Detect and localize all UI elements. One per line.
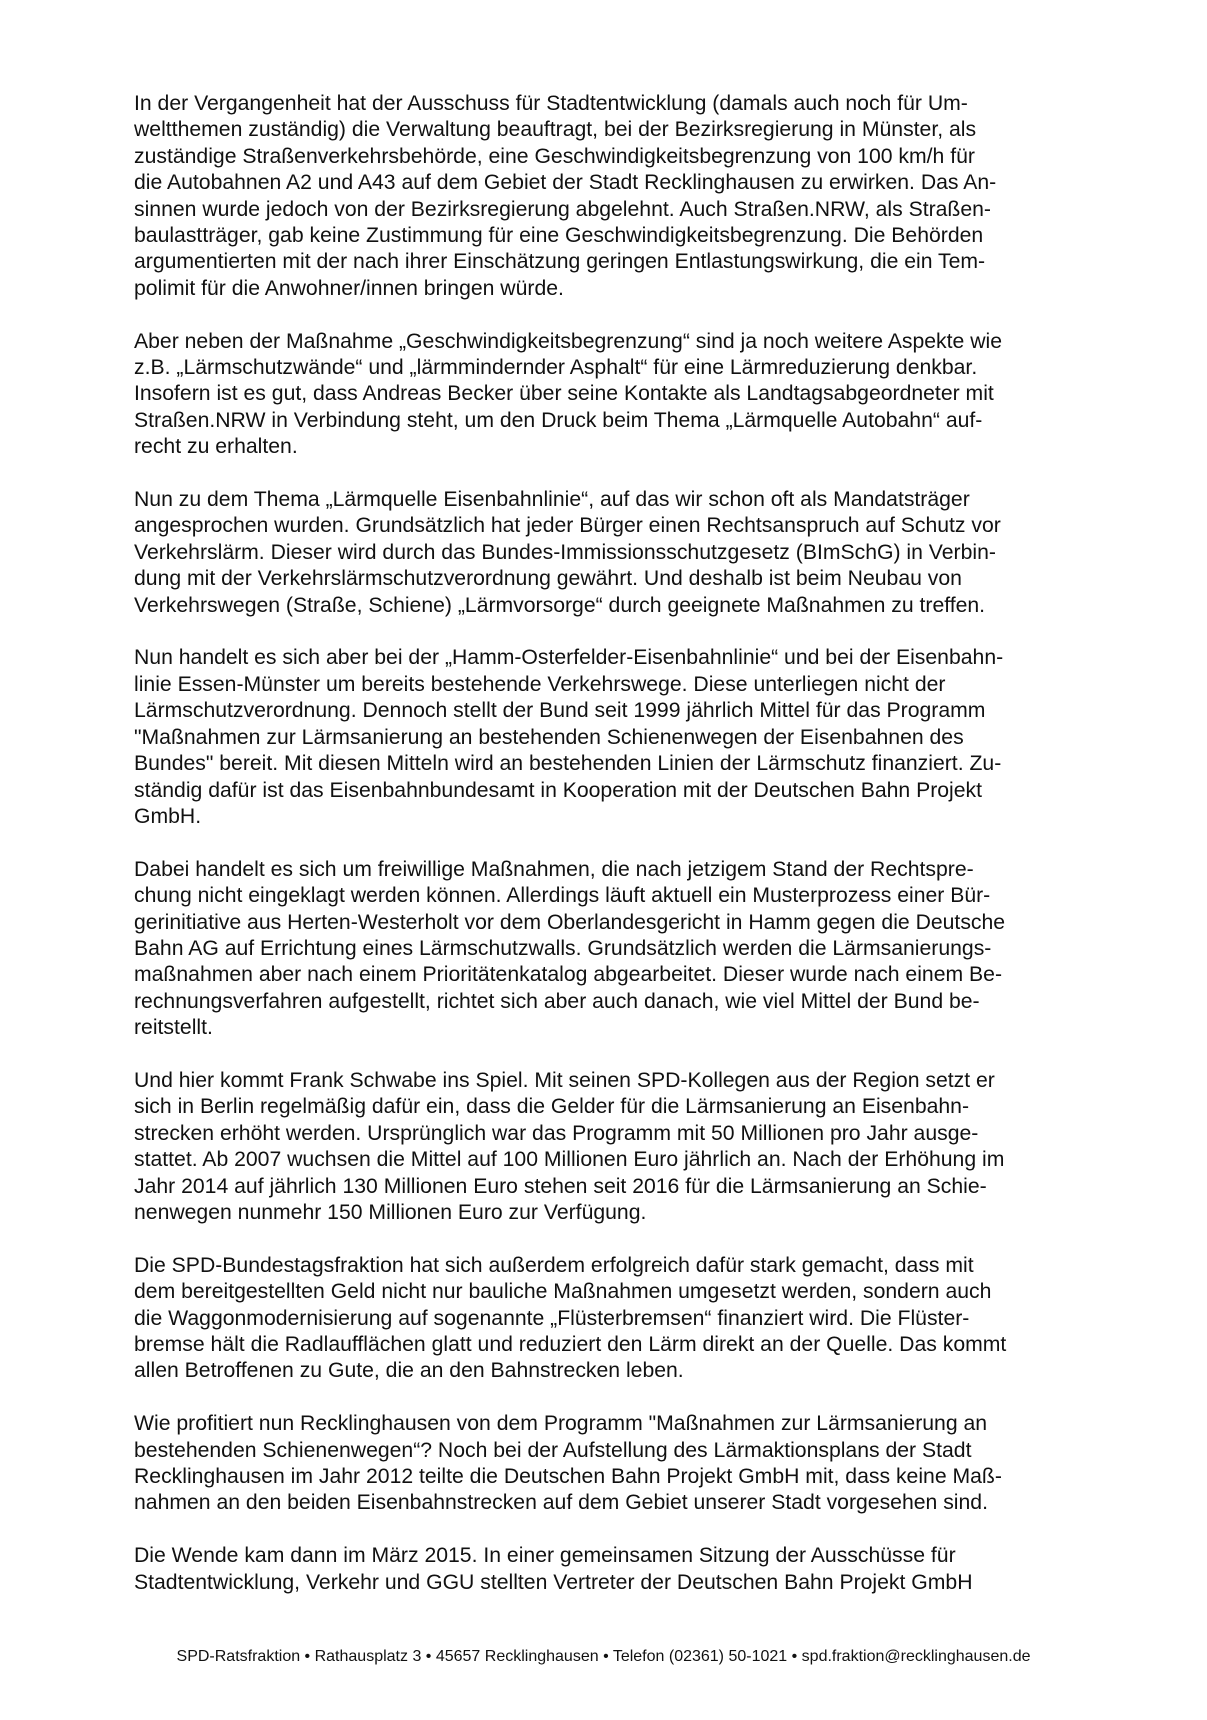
text-line: nenwegen nunmehr 150 Millionen Euro zur Verfügung. xyxy=(134,1200,647,1224)
text-line: recht zu erhalten. xyxy=(134,435,298,459)
text-line: Verkehrslärm. Dieser wird durch das Bundes-Immissionsschutzgesetz (BImSchG) in Verbin- xyxy=(134,540,996,564)
text-line: GmbH. xyxy=(134,804,202,828)
text-line: bestehenden Schienenwegen“? Noch bei der Aufstellung des Lärmaktionsplans der Stadt xyxy=(134,1438,972,1462)
text-line: die Autobahnen A2 und A43 auf dem Gebiet der Stadt Recklinghausen zu erwirken. Das An- xyxy=(134,171,997,195)
text-line: Aber neben der Maßnahme „Geschwindigkeitsbegrenzung“ sind ja noch weitere Aspekte wie xyxy=(134,329,1002,353)
text-line: baulastträger, gab keine Zustimmung für eine Geschwindigkeitsbegrenzung. Die Behörden xyxy=(134,224,984,248)
paragraph xyxy=(134,1253,1084,1385)
text-line: Und hier kommt Frank Schwabe ins Spiel. Mit seinen SPD-Kollegen aus der Region setzt er xyxy=(134,1068,995,1092)
text-line: "Maßnahmen zur Lärmsanierung an bestehenden Schienenwegen der Eisenbahnen des xyxy=(134,725,964,749)
text-line: rechnungsverfahren aufgestellt, richtet sich aber auch danach, wie viel Mittel der Bund be- xyxy=(134,989,980,1013)
text-line: reitstellt. xyxy=(134,1016,213,1040)
text-line: polimit für die Anwohner/innen bringen würde. xyxy=(134,276,564,300)
paragraph xyxy=(134,1411,1084,1517)
text-line: Nun handelt es sich aber bei der „Hamm-Osterfelder-Eisenbahnlinie“ und bei der Eisenbahn- xyxy=(134,646,1004,670)
text-line: Insofern ist es gut, dass Andreas Becker über seine Kontakte als Landtagsabgeordneter mit xyxy=(134,382,994,406)
paragraph xyxy=(134,1543,1084,1596)
text-line: sich in Berlin regelmäßig dafür ein, dass die Gelder für die Lärmsanierung an Eisenbahn- xyxy=(134,1095,970,1119)
text-line: Stadtentwicklung, Verkehr und GGU stellten Vertreter der Deutschen Bahn Projekt GmbH xyxy=(134,1570,973,1594)
text-line: sinnen wurde jedoch von der Bezirksregierung abgelehnt. Auch Straßen.NRW, als Straßen- xyxy=(134,197,991,221)
paragraph xyxy=(134,487,1084,619)
text-line: weltthemen zuständig) die Verwaltung beauftragt, bei der Bezirksregierung in Münster, als xyxy=(134,118,977,142)
text-line: strecken erhöht werden. Ursprünglich war das Programm mit 50 Millionen pro Jahr ausge- xyxy=(134,1121,979,1145)
paragraph xyxy=(134,329,1084,461)
text-line: Wie profitiert nun Recklinghausen von dem Programm "Maßnahmen zur Lärmsanierung an xyxy=(134,1412,988,1436)
text-line: angesprochen wurden. Grundsätzlich hat jeder Bürger einen Rechtsanspruch auf Schutz vor xyxy=(134,514,1001,538)
text-line: In der Vergangenheit hat der Ausschuss für Stadtentwicklung (damals auch noch für Um- xyxy=(134,92,968,115)
text-line: nahmen an den beiden Eisenbahnstrecken auf dem Gebiet unserer Stadt vorgesehen sind. xyxy=(134,1491,988,1515)
text-line: gerinitiative aus Herten-Westerholt vor dem Oberlandesgericht in Hamm gegen die Deutsche xyxy=(134,910,1006,934)
text-line: Bundes" bereit. Mit diesen Mitteln wird an bestehenden Linien der Lärmschutz finanziert. Zu- xyxy=(134,752,1002,776)
text-line: zuständige Straßenverkehrsbehörde, eine Geschwindigkeitsbegrenzung von 100 km/h für xyxy=(134,144,975,168)
text-line: Die Wende kam dann im März 2015. In einer gemeinsamen Sitzung der Ausschüsse für xyxy=(134,1544,956,1568)
text-line: Straßen.NRW in Verbindung steht, um den Druck beim Thema „Lärmquelle Autobahn“ auf- xyxy=(134,408,983,432)
text-line: bremse hält die Radlaufflächen glatt und reduziert den Lärm direkt an der Quelle. Das kommt xyxy=(134,1333,1007,1356)
text-line: dem bereitgestellten Geld nicht nur bauliche Maßnahmen umgesetzt werden, sondern auch xyxy=(134,1280,992,1304)
text-line: maßnahmen aber nach einem Prioritätenkatalog abgearbeitet. Dieser wurde nach einem Be- xyxy=(134,963,1002,987)
text-line: allen Betroffenen zu Gute, die an den Bahnstrecken leben. xyxy=(134,1359,684,1383)
text-line: stattet. Ab 2007 wuchsen die Mittel auf 100 Millionen Euro jährlich an. Nach der Erhöhung im xyxy=(134,1148,1005,1172)
text-line: die Waggonmodernisierung auf sogenannte „Flüsterbremsen“ finanziert wird. Die Flüster- xyxy=(134,1306,970,1330)
text-line: linie Essen-Münster um bereits bestehende Verkehrswege. Diese unterliegen nicht der xyxy=(134,672,946,696)
text-line: ständig dafür ist das Eisenbahnbundesamt in Kooperation mit der Deutschen Bahn Projekt xyxy=(134,778,983,802)
text-line: chung nicht eingeklagt werden können. Allerdings läuft aktuell ein Musterprozess einer Bür- xyxy=(134,884,991,908)
text-line: Recklinghausen im Jahr 2012 teilte die Deutschen Bahn Projekt GmbH mit, dass keine Maß- xyxy=(134,1465,1002,1489)
page-footer: SPD-Ratsfraktion • Rathausplatz 3 • 45657 Recklinghausen • Telefon (02361) 50-1021 • spd.fraktion@recklinghausen.de xyxy=(176,1648,1031,1665)
text-line: Dabei handelt es sich um freiwillige Maßnahmen, die nach jetzigem Stand der Rechtspre- xyxy=(134,857,974,881)
text-line: Jahr 2014 auf jährlich 130 Millionen Euro stehen seit 2016 für die Lärmsanierung an Schie- xyxy=(134,1174,987,1198)
paragraph xyxy=(134,645,1084,830)
paragraph xyxy=(134,1068,1084,1226)
document-body xyxy=(134,91,1084,1622)
text-line: Die SPD-Bundestagsfraktion hat sich außerdem erfolgreich dafür stark gemacht, dass mit xyxy=(134,1253,974,1277)
text-line: z.B. „Lärmschutzwände“ und „lärmmindernder Asphalt“ für eine Lärmreduzierung denkbar. xyxy=(134,356,978,380)
paragraph xyxy=(134,91,1084,302)
text-line: dung mit der Verkehrslärmschutzverordnung gewährt. Und deshalb ist beim Neubau von xyxy=(134,567,962,591)
text-line: argumentierten mit der nach ihrer Einschätzung geringen Entlastungswirkung, die ein Tem- xyxy=(134,250,986,274)
paragraph xyxy=(134,857,1084,1042)
text-line: Bahn AG auf Errichtung eines Lärmschutzwalls. Grundsätzlich werden die Lärmsanierungs- xyxy=(134,936,992,960)
text-line: Verkehrswegen (Straße, Schiene) „Lärmvorsorge“ durch geeignete Maßnahmen zu treffen. xyxy=(134,593,986,617)
text-line: Nun zu dem Thema „Lärmquelle Eisenbahnlinie“, auf das wir schon oft als Mandatsträger xyxy=(134,488,970,512)
text-line: Lärmschutzverordnung. Dennoch stellt der Bund seit 1999 jährlich Mittel für das Programm xyxy=(134,699,986,723)
